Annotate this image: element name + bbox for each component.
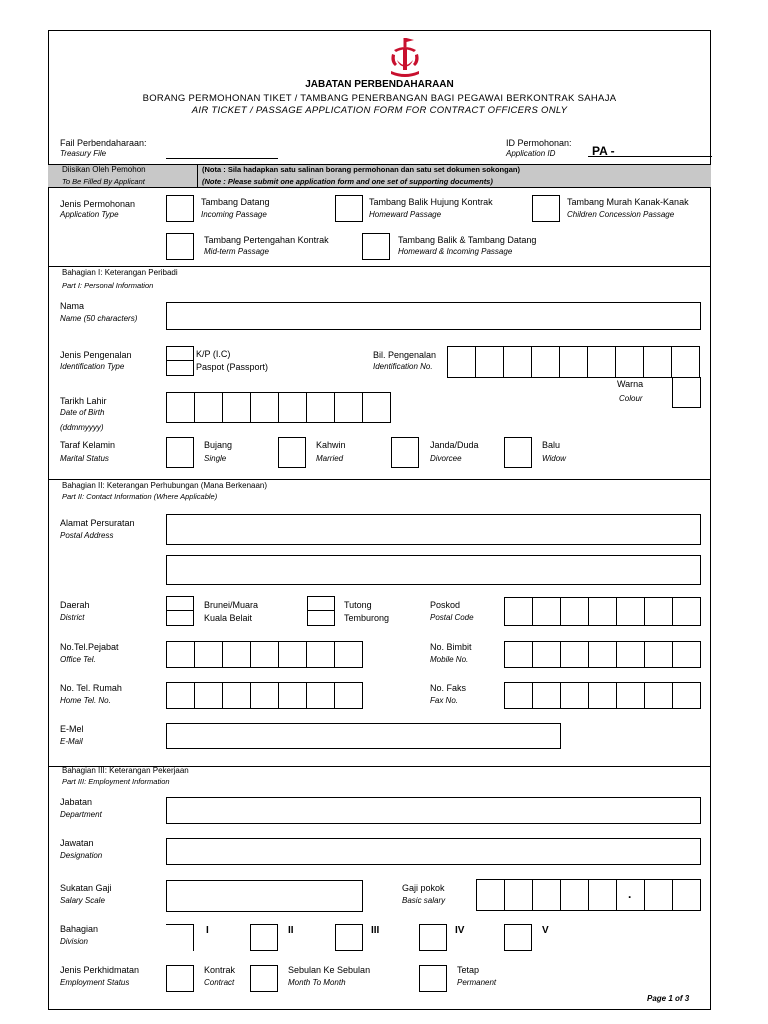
checkbox-contract[interactable] [166, 965, 194, 992]
basic-salary-label: Gaji pokok [402, 883, 445, 893]
department-label: Jabatan [60, 797, 93, 807]
fax-label-en: Fax No. [430, 696, 459, 705]
district-option: Temburong [344, 613, 390, 623]
division-option: I [206, 925, 209, 936]
designation-label-en: Designation [60, 851, 103, 860]
checkbox-division-iii[interactable] [335, 924, 363, 951]
part3-title-en: Part III: Employment Information [62, 777, 170, 786]
checkbox-passport[interactable] [166, 360, 194, 376]
banner-label-ms: Diisikan Oleh Pemohon [62, 165, 146, 174]
basic-salary-label-en: Basic salary [402, 896, 446, 905]
checkbox-division-iv[interactable] [419, 924, 447, 951]
email-input[interactable] [166, 723, 561, 749]
part1-title-en: Part I: Personal Information [62, 281, 154, 290]
id-number-label-en: Identification No. [373, 362, 433, 371]
checkbox-divorcee[interactable] [391, 437, 419, 468]
mobile-cells[interactable] [504, 641, 701, 668]
id-type-label-en: Identification Type [60, 362, 125, 371]
fax-cells[interactable] [504, 682, 701, 709]
application-type-label-en: Application Type [60, 210, 119, 219]
page-title: JABATAN PERBENDAHARAAN [305, 79, 454, 90]
fax-label: No. Faks [430, 683, 467, 693]
application-id-field[interactable] [588, 156, 712, 157]
salary-scale-label: Sukatan Gaji [60, 883, 112, 893]
address-line2-input[interactable] [166, 555, 701, 585]
mobile-label: No. Bimbit [430, 642, 472, 652]
option-label-en: Divorcee [430, 454, 462, 463]
option-label-en: Widow [542, 454, 566, 463]
dob-label-en: Date of Birth [60, 408, 105, 417]
name-label: Nama [60, 301, 85, 311]
option-label: Tetap [457, 965, 480, 975]
option-label-en: Married [316, 454, 344, 463]
division-label-en: Division [60, 937, 89, 946]
mobile-label-en: Mobile No. [430, 655, 469, 664]
district-option: Kuala Belait [204, 613, 253, 623]
dob-label: Tarikh Lahir [60, 396, 107, 406]
department-label-en: Department [60, 810, 102, 819]
checkbox-married[interactable] [278, 437, 306, 468]
part3-title: Bahagian III: Keterangan Pekerjaan [62, 766, 189, 775]
option-label: Kontrak [204, 965, 236, 975]
banner-label-en: To Be Filled By Applicant [62, 177, 145, 186]
checkbox-division-ii[interactable] [250, 924, 278, 951]
checkbox-permanent[interactable] [419, 965, 447, 992]
checkbox-brunei-muara[interactable] [166, 596, 194, 611]
checkbox-tutong[interactable] [307, 596, 335, 611]
postcode-label-en: Postal Code [430, 613, 474, 622]
treasury-file-field[interactable] [166, 158, 278, 159]
treasury-file-label-en: Treasury File [60, 149, 107, 158]
division-label: Bahagian [60, 924, 99, 934]
checkbox-incoming-passage[interactable] [166, 195, 194, 222]
colour-label-en: Colour [619, 394, 643, 403]
part2-title-en: Part II: Contact Information (Where Applicable) [62, 492, 218, 501]
section-divider [48, 266, 711, 267]
option-label-en: Mid-term Passage [204, 247, 269, 256]
checkbox-children-concession[interactable] [532, 195, 560, 222]
division-option: IV [455, 925, 465, 936]
option-label: Bujang [204, 440, 233, 450]
banner-divider [197, 164, 198, 188]
office-tel-cells[interactable] [166, 641, 363, 668]
decimal-point: . [628, 887, 632, 901]
option-label: Tambang Pertengahan Kontrak [204, 235, 329, 245]
option-label-en: Incoming Passage [201, 210, 267, 219]
home-tel-cells[interactable] [166, 682, 363, 709]
application-type-label: Jenis Permohonan [60, 199, 136, 209]
name-label-en: Name (50 characters) [60, 314, 138, 323]
division-option: II [288, 925, 294, 936]
id-number-cells[interactable] [447, 346, 700, 378]
address-label: Alamat Persuratan [60, 518, 135, 528]
page-number: Page 1 of 3 [647, 994, 690, 1003]
checkbox-ic[interactable] [166, 346, 194, 361]
colour-label: Warna [617, 379, 644, 389]
employment-status-label: Jenis Perkhidmatan [60, 965, 140, 975]
home-tel-label: No. Tel. Rumah [60, 683, 122, 693]
section-divider [48, 479, 711, 480]
name-input[interactable] [166, 302, 701, 330]
option-label: Kahwin [316, 440, 346, 450]
option-label: Tambang Murah Kanak-Kanak [567, 197, 689, 207]
option-label-en: Homeward & Incoming Passage [398, 247, 513, 256]
checkbox-division-i-frame [166, 924, 194, 951]
banner-note-ms: (Nota : Sila hadapkan satu salinan borang permohonan dan satu set dokumen sokongan) [202, 165, 520, 174]
option-label: Balu [542, 440, 561, 450]
application-id-prefix: PA - [592, 144, 615, 158]
checkbox-single[interactable] [166, 437, 194, 468]
division-option: III [371, 925, 380, 936]
option-label-en: Children Concession Passage [567, 210, 675, 219]
option-label: Sebulan Ke Sebulan [288, 965, 371, 975]
home-tel-label-en: Home Tel. No. [60, 696, 111, 705]
department-input[interactable] [166, 797, 701, 824]
postcode-label: Poskod [430, 600, 461, 610]
office-tel-label-en: Office Tel. [60, 655, 96, 664]
district-option: Tutong [344, 600, 372, 610]
subtitle-en: AIR TICKET / PASSAGE APPLICATION FORM FOR CONTRACT OFFICERS ONLY [191, 105, 568, 116]
passport-label: Paspot (Passport) [196, 362, 269, 372]
postcode-cells[interactable] [504, 597, 701, 626]
checkbox-homeward-passage[interactable] [335, 195, 363, 222]
checkbox-kuala-belait[interactable] [166, 610, 194, 626]
employment-status-label-en: Employment Status [60, 978, 130, 987]
email-label-en: E-Mail [60, 737, 83, 746]
id-number-label: Bil. Pengenalan [373, 350, 437, 360]
address-label-en: Postal Address [60, 531, 114, 540]
option-label-en: Homeward Passage [369, 210, 442, 219]
district-label-en: District [60, 613, 85, 622]
checkbox-division-v[interactable] [504, 924, 532, 951]
division-option: V [542, 925, 549, 936]
subtitle-ms: BORANG PERMOHONAN TIKET / TAMBANG PENERBANGAN BAGI PEGAWAI BERKONTRAK SAHAJA [142, 93, 617, 104]
part1-title: Bahagian I: Keterangan Peribadi [62, 268, 178, 277]
dob-cells[interactable] [166, 392, 391, 423]
option-label-en: Single [204, 454, 227, 463]
checkbox-midterm-passage[interactable] [166, 233, 194, 260]
checkbox-homeward-incoming[interactable] [362, 233, 390, 260]
email-label: E-Mel [60, 724, 84, 734]
marital-label: Taraf Kelamin [60, 440, 116, 450]
address-line1-input[interactable] [166, 514, 701, 545]
checkbox-month-to-month[interactable] [250, 965, 278, 992]
option-label-en: Month To Month [288, 978, 346, 987]
office-tel-label: No.Tel.Pejabat [60, 642, 119, 652]
ic-label: K/P (I.C) [196, 349, 231, 359]
option-label-en: Permanent [457, 978, 497, 987]
marital-label-en: Marital Status [60, 454, 109, 463]
district-label: Daerah [60, 600, 90, 610]
designation-label: Jawatan [60, 838, 94, 848]
option-label-en: Contract [204, 978, 235, 987]
basic-salary-cells[interactable] [476, 879, 701, 911]
application-id-label: ID Permohonan: [506, 138, 572, 148]
option-label: Janda/Duda [430, 440, 479, 450]
option-label: Tambang Balik & Tambang Datang [398, 235, 537, 245]
part2-title: Bahagian II: Keterangan Perhubungan (Mana Berkenaan) [62, 481, 268, 490]
dob-format: (ddmmyyyy) [60, 423, 104, 432]
salary-scale-label-en: Salary Scale [60, 896, 105, 905]
district-option: Brunei/Muara [204, 600, 259, 610]
id-type-label: Jenis Pengenalan [60, 350, 132, 360]
option-label: Tambang Balik Hujung Kontrak [369, 197, 493, 207]
salary-scale-input[interactable] [166, 880, 363, 912]
colour-input[interactable] [672, 377, 701, 408]
treasury-file-label: Fail Perbendaharaan: [60, 138, 147, 148]
designation-input[interactable] [166, 838, 701, 865]
option-label: Tambang Datang [201, 197, 270, 207]
application-id-label-en: Application ID [506, 149, 556, 158]
checkbox-widow[interactable] [504, 437, 532, 468]
brunei-crest-icon [388, 36, 422, 80]
banner-note-en: (Note : Please submit one application form and one set of supporting documents) [202, 177, 493, 186]
checkbox-temburong[interactable] [307, 610, 335, 626]
